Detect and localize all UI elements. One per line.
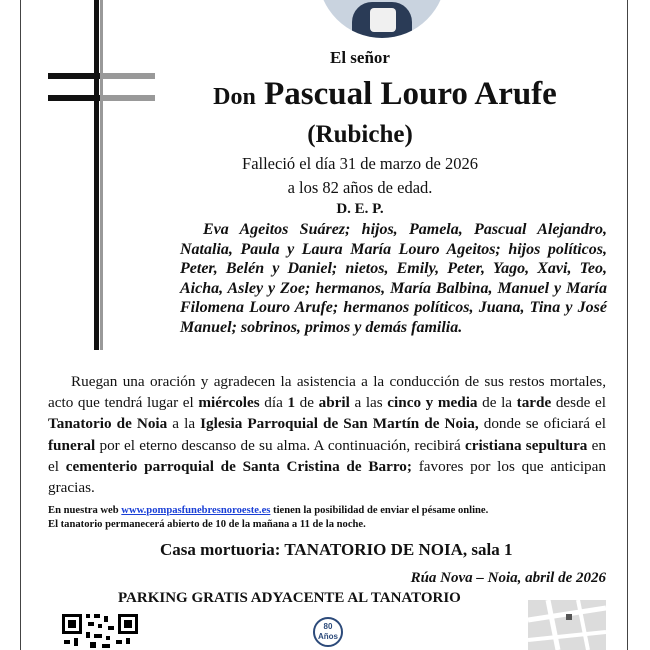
badge-text: Años	[318, 632, 338, 641]
qr-code-icon[interactable]	[60, 612, 140, 650]
deceased-name	[150, 76, 620, 113]
dep: D. E. P.	[336, 201, 384, 217]
parking-note: PARKING GRATIS ADYACENTE AL TANATORIO	[118, 590, 461, 606]
age: a los 82 años de edad.	[287, 178, 433, 197]
alias: (Rubiche)	[307, 121, 413, 148]
website-link[interactable]: www.pompasfunebresnoroeste.es	[121, 505, 271, 516]
anniversary-badge-icon	[313, 617, 343, 647]
honorific: El señor	[330, 48, 390, 67]
badge-number: 80	[323, 622, 333, 631]
location-map-icon[interactable]	[528, 600, 606, 650]
funeral-text: Ruegan una oración y agradecen la asistencia a la conducción de sus restos mortales, acto que tendrá lugar el miércoles día 1 de abril a las cinco y media de la tarde desde el Tanatorio de Noia a la Iglesia Parroquial de San Martín de Noia, donde se oficiará el funeral por el eterno descanso de su alma. A continuación, recibirá cristiana sepultura en el cementerio parroquial de Santa Cristina de Barro; favores por los que anticipan gracias.	[48, 373, 606, 497]
family-list: Eva Ageitos Suárez; hijos, Pamela, Pascual Alejandro, Natalia, Paula y Laura María Louro Ageitos; hijos políticos, Peter, Belén y Daniel; nietos, Emily, Peter, Yago, Xavi, Teo, Aicha, Asley y Zoe; hermanos, María Balbina, Manuel y María Filomena Louro Arufe; hermanos políticos, Juana, Tina y José Manuel; sobrinos, primos y demás familia.	[180, 221, 607, 336]
hours-note: El tanatorio permanecerá abierto de 10 de la mañana a 11 de la noche.	[48, 519, 366, 530]
place-date: Rúa Nova – Noia, abril de 2026	[410, 570, 606, 586]
name-prefix: Don	[213, 84, 256, 110]
casa-mortuoria: Casa mortuoria: TANATORIO DE NOIA, sala 1	[160, 540, 513, 559]
name-text: Pascual Louro Arufe	[264, 76, 557, 112]
web-note: En nuestra web www.pompasfunebresnoroeste.es tienen la posibilidad de enviar el pésame online. El tanatorio permanecerá abierto de 10 de la mañana a 11 de la noche.	[48, 505, 489, 530]
death-date: Falleció el día 31 de marzo de 2026	[242, 154, 478, 173]
